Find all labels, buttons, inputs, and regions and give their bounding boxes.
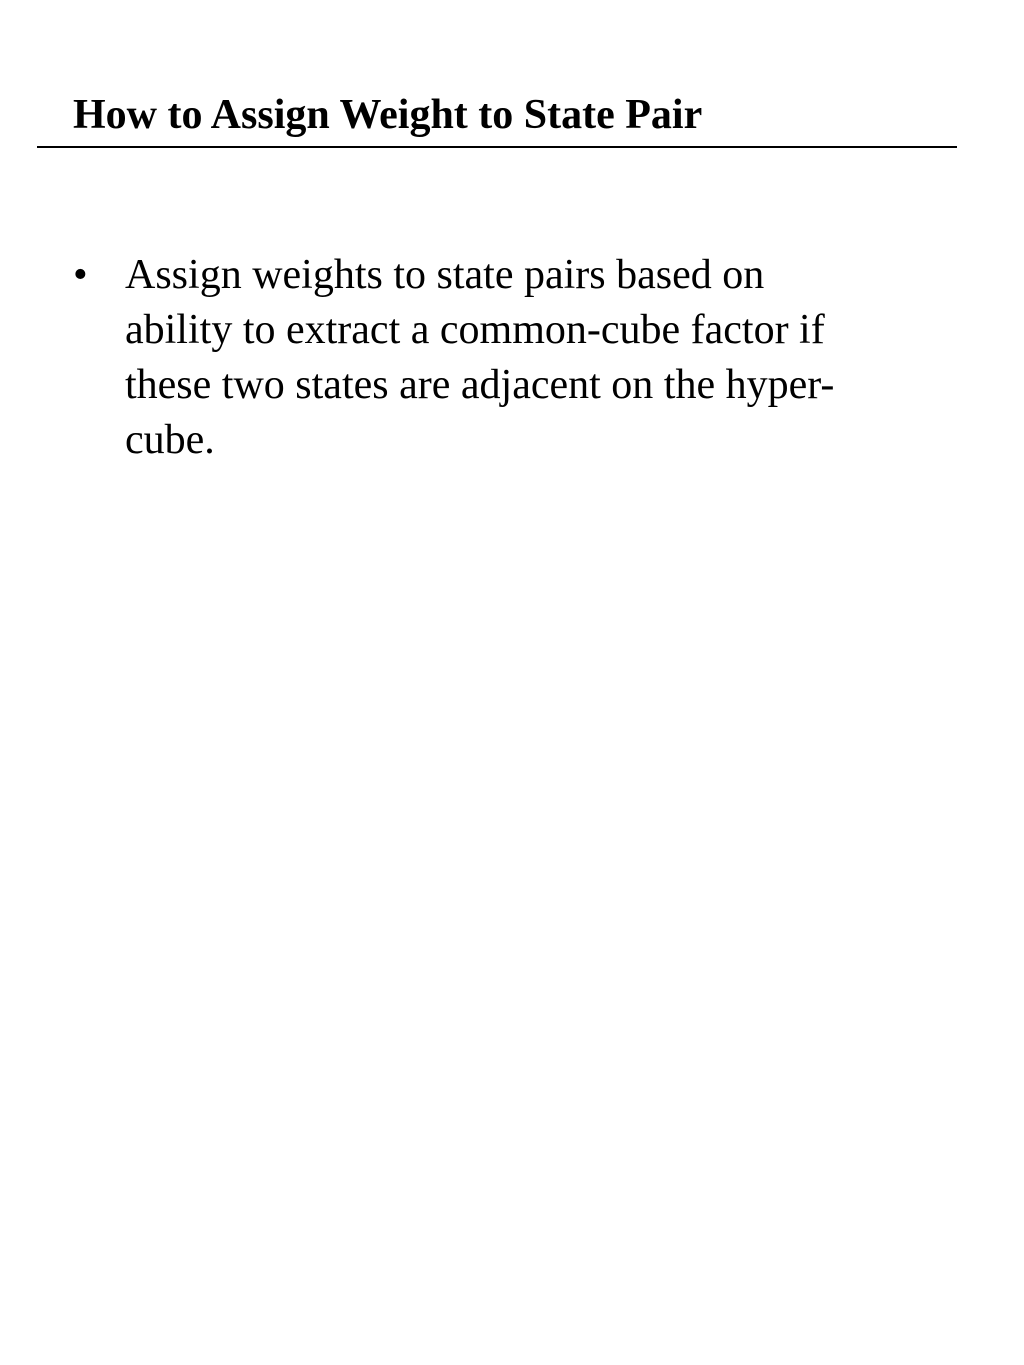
bullet-text-line: these two states are adjacent on the hyper- — [125, 362, 835, 408]
bullet-text-line: ability to extract a common-cube factor if — [125, 307, 825, 353]
slide-title: How to Assign Weight to State Pair — [73, 92, 703, 138]
bullet-text-line: Assign weights to state pairs based on — [125, 252, 765, 298]
bullet-list — [73, 248, 903, 468]
title-divider — [37, 146, 957, 148]
bullet-marker: • — [73, 252, 88, 298]
bullet-text-line: cube. — [125, 417, 215, 463]
bullet-text — [125, 252, 834, 463]
bullet-item — [73, 248, 903, 468]
